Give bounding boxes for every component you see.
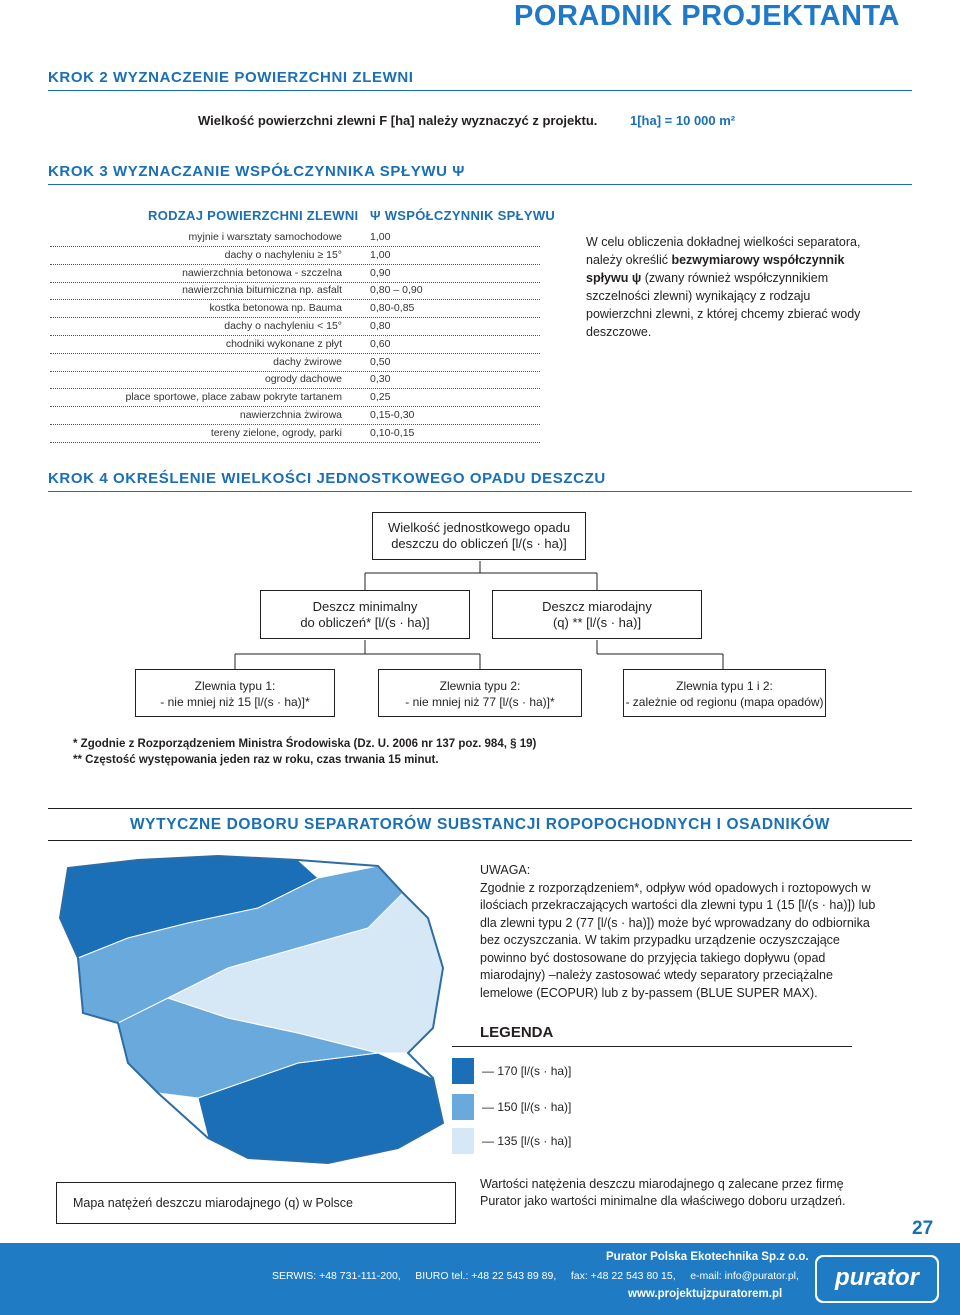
step2-text: Wielkość powierzchni zlewni F [ha] należy wyznaczyć z projektu. [198,113,598,128]
surface-type-label: nawierzchnia betonowa - szczelna [182,266,342,279]
runoff-coefficient-value: 0,30 [370,373,391,386]
runoff-coefficient-value: 1,00 [370,248,391,261]
tree-root-line2: deszczu do obliczeń [l/(s · ha)] [391,536,567,551]
legend-swatch-150 [452,1094,474,1120]
legend-rule [452,1046,852,1047]
runoff-coefficient-value: 1,00 [370,231,391,243]
purator-logo-text: purator [817,1257,937,1301]
surface-type-label: place sportowe, place zabaw pokryte tartanem [125,391,342,404]
footnote-2: ** Częstość występowania jeden raz w roku, czas trwania 15 minut. [73,754,439,766]
tree-leaf-type1-line1: Zlewnia typu 1: [194,679,276,693]
tree-leaf-type2-line2: - nie mniej niż 77 [l/(s · ha)]* [405,695,555,709]
runoff-coefficient-value: 0,15-0,30 [370,409,415,421]
surface-type-label: tereny zielone, ogrody, parki [210,426,342,439]
guidelines-title: WYTYCZNE DOBORU SEPARATORÓW SUBSTANCJI ROPOPOCHODNYCH I OSADNIKÓW [129,816,831,833]
map-caption: Mapa natężeń deszczu miarodajnego (q) w Polsce [56,1182,456,1224]
tree-leaf-type1 [135,669,335,717]
step3-note-part1: W celu obliczenia dokładnej wielkości separatora, należy określić [586,235,861,267]
runoff-coefficient-value: 0,90 [370,266,391,279]
surface-type-label: nawierzchnia bitumiczna np. asfalt [182,284,342,297]
table-col-coefficient-header: Ψ WSPÓŁCZYNNIK SPŁYWU [370,208,556,223]
step3-title: KROK 3 WYZNACZANIE WSPÓŁCZYNNIKA SPŁYWU Ψ [48,163,466,180]
purator-logo [815,1255,939,1303]
runoff-coefficient-value: 0,25 [370,391,391,404]
tree-leaf-type12-line1: Zlewnia typu 1 i 2: [676,679,773,693]
guidelines-rule-bottom [48,840,912,841]
surface-type-label: kostka betonowa np. Bauma [209,302,342,315]
runoff-coefficient-value: 0,60 [370,337,391,350]
recommendation-caption: Wartości natężenia deszczu miarodajnego q zalecane przez firmę Purator jako wartości minimalne dla właściwego doboru urządzeń. [480,1177,846,1208]
step2-title: KROK 2 WYZNACZENIE POWIERZCHNI ZLEWNI [48,69,414,86]
uwaga-block [480,862,880,1002]
tree-leaf-type1-line2: - nie mniej niż 15 [l/(s · ha)]* [160,695,310,709]
footer-website[interactable]: www.projektujzpuratorem.pl [628,1288,783,1300]
tree-leaf-type2-line1: Zlewnia typu 2: [439,679,521,693]
tree-design-rain-box [492,590,702,639]
step2-formula: 1[ha] = 10 000 m² [630,113,736,128]
surface-type-label: myjnie i warsztaty samochodowe [188,231,342,243]
runoff-coefficient-value: 0,50 [370,355,391,368]
legend-label-170: — 170 [l/(s · ha)] [482,1064,572,1078]
surface-type-label: ogrody dachowe [264,373,342,386]
runoff-coefficient-value: 0,10-0,15 [370,426,415,439]
table-col-surface-header: RODZAJ POWIERZCHNI ZLEWNI [148,208,359,223]
tree-leaf-type12-line2: - zależnie od regionu (mapa opadów) [625,695,824,709]
poland-rain-map [48,848,458,1183]
legend-swatch-170 [452,1058,474,1084]
tree-leaf-type12 [623,669,826,717]
runoff-coefficient-value: 0,80 [370,320,391,332]
legend-swatch-135 [452,1128,474,1154]
uwaga-text: Zgodnie z rozporządzeniem*, odpływ wód opadowych i roztopowych w ilościach przekraczających wartości dla zlewni typu 1 (15 [l/(s · ha)]) lub dla zlewni typu 2 (77 [l/(s · ha)]) może być wprowadzany do odbiornika bez oczyszczania. W takim przypadku urządzenie oczyszczające powinno być dostosowane do przyjęcia takiego dopływu (opad miarodajny) –należy zastosować wtedy separatory przeciążalne lemelowe (ECOPUR) lub z by-passem (BLUE SUPER MAX). [480,880,876,1000]
footer-contact: SERWIS: +48 731-111-200, BIURO tel.: +48 22 543 89 89, fax: +48 22 543 80 15, e-mail: info@purator.pl, [272,1270,799,1282]
surface-type-label: dachy żwirowe [273,355,342,368]
surface-type-label: nawierzchnia żwirowa [239,409,342,421]
surface-type-label: chodniki wykonane z płyt [225,337,342,350]
footnote-1: * Zgodnie z Rozporządzeniem Ministra Środowiska (Dz. U. 2006 nr 137 poz. 984, § 19) [73,738,537,750]
footer-bar [0,1243,960,1315]
legend-label-150: — 150 [l/(s · ha)] [482,1100,572,1114]
tree-root-line1: Wielkość jednostkowego opadu [387,520,571,535]
step4-title: KROK 4 OKREŚLENIE WIELKOŚCI JEDNOSTKOWEGO OPADU DESZCZU [48,470,606,487]
tree-min-rain-box [260,590,470,639]
guidelines-rule-top [48,808,912,809]
page-number: 27 [912,1218,934,1239]
surface-type-label: dachy o nachyleniu < 15° [224,320,342,332]
footer-company: Purator Polska Ekotechnika Sp.z o.o. [606,1251,809,1263]
runoff-coefficient-value: 0,80-0,85 [370,302,415,315]
page-header-title: PORADNIK PROJEKTANTA [514,0,900,32]
tree-min-rain-line2: do obliczeń* [l/(s · ha)] [300,615,430,630]
legend-label-135: — 135 [l/(s · ha)] [482,1134,572,1148]
legend-title: LEGENDA [480,1024,554,1041]
runoff-coefficient-value: 0,80 – 0,90 [370,284,423,297]
step3-note-part2: (zwany również współczynnikiem szczelności zlewni) wynikający z rodzaju powierzchni zlewni, z której chcemy zbierać wody deszczowe. [586,271,861,339]
step3-note-bold: bezwymiarowy współczynnik spływu ψ [586,253,845,285]
tree-root-box [372,512,586,560]
tree-design-rain-line2: (q) ** [l/(s · ha)] [552,615,642,630]
tree-leaf-type2 [378,669,582,717]
surface-type-label: dachy o nachyleniu ≥ 15° [224,248,342,261]
tree-design-rain-line1: Deszcz miarodajny [542,599,652,614]
uwaga-label: UWAGA: [480,863,531,877]
tree-min-rain-line1: Deszcz minimalny [312,599,418,614]
